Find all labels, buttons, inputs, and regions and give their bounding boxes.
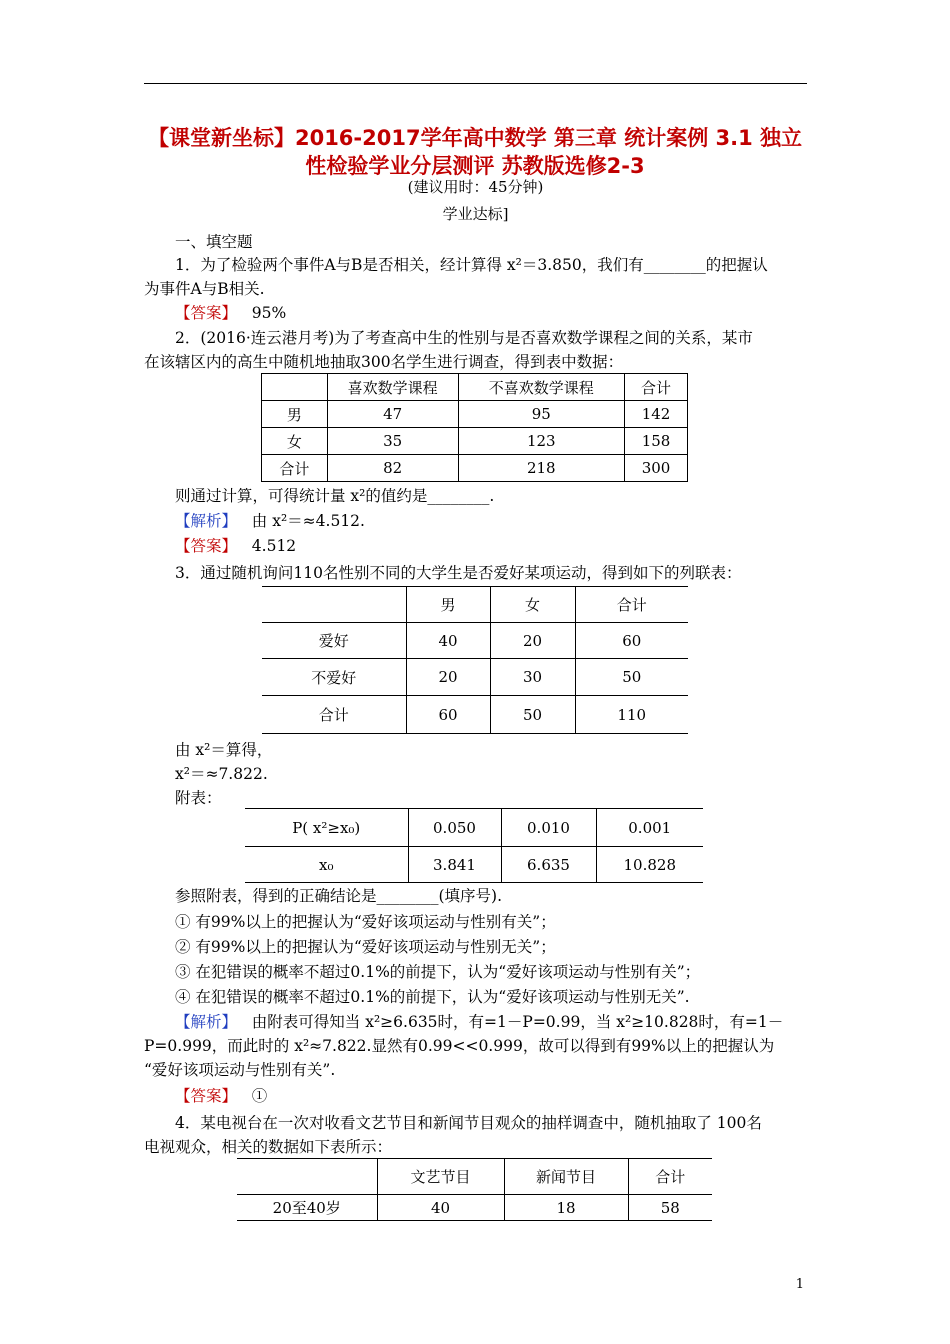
table-cell: 50 [575, 659, 688, 696]
answer-label: 【答案】 [175, 304, 238, 322]
table-cell [262, 587, 406, 623]
q2-line-2: 在该辖区内的高生中随机地抽取300名学生进行调查，得到表中数据： [144, 353, 624, 371]
suggested-time: (建议用时：45分钟) [407, 178, 544, 196]
table-cell: 3.841 [408, 847, 501, 883]
section-header: 学业达标] [442, 205, 509, 223]
table-cell: 0.001 [596, 809, 703, 847]
q2-analysis-row [175, 509, 365, 531]
table-cell: 58 [628, 1195, 712, 1221]
table-cell: 60 [406, 696, 490, 734]
q3-option-3: ③ 在犯错误的概率不超过0.1%的前提下，认为“爱好该项运动与性别有关”； [175, 963, 701, 981]
q1-answer: 95% [251, 304, 287, 322]
table-cell: 不喜欢数学课程 [458, 374, 625, 401]
page-number: 1 [795, 1277, 804, 1292]
q3-calc-1: 由 x²＝算得， [175, 741, 273, 759]
analysis-label: 【解析】 [175, 512, 238, 530]
answer-label: 【答案】 [175, 537, 238, 555]
title-line-1: 【课堂新坐标】2016-2017学年高中数学 第三章 统计案例 3.1 独立 [147, 126, 803, 150]
table-cell: 爱好 [262, 623, 406, 659]
table-cell: 0.010 [501, 809, 596, 847]
table-cell: 60 [575, 623, 688, 659]
q3-option-1: ① 有99%以上的把握认为“爱好该项运动与性别有关”； [175, 913, 556, 931]
q1-line-2: 为事件A与B相关. [144, 280, 265, 298]
table-cell: 30 [490, 659, 575, 696]
q3-analysis-3: “爱好该项运动与性别有关”. [144, 1061, 336, 1079]
q1-line-1: 1．为了检验两个事件A与B是否相关，经计算得 x²＝3.850，我们有________的把握认 [175, 256, 768, 274]
table-cell: 不爱好 [262, 659, 406, 696]
table-cell: 142 [625, 401, 688, 428]
q4-line-1: 4．某电视台在一次对收看文艺节目和新闻节目观众的抽样调查中，随机抽取了 100名 [175, 1114, 762, 1132]
q3-answer-row [175, 1084, 267, 1106]
table-cell: 合计 [262, 455, 328, 482]
table-cell: 95 [458, 401, 625, 428]
q3-analysis-1: 由附表可得知当 x²≥6.635时，有=1－P=0.99，当 x²≥10.828时，有=1－ [251, 1013, 784, 1031]
table-cell: 158 [625, 428, 688, 455]
table-cell: 女 [490, 587, 575, 623]
title-line-2: 性检验学业分层测评 苏教版选修2-3 [305, 154, 645, 178]
table-cell: 40 [377, 1195, 504, 1221]
table-cell: 20 [406, 659, 490, 696]
table-cell: 18 [504, 1195, 628, 1221]
table-cell: 47 [327, 401, 458, 428]
table-cell: 300 [625, 455, 688, 482]
q3-analysis-2: P=0.999，而此时的 x²≈7.822.显然有0.99<<0.999，故可以得到有99%以上的把握认为 [144, 1037, 775, 1055]
table-cell: 20至40岁 [237, 1195, 377, 1221]
table-cell: 文艺节目 [377, 1159, 504, 1195]
q3-analysis-row [175, 1010, 783, 1032]
q3-answer: ① [251, 1087, 268, 1105]
q3-line-1: 3．通过随机询问110名性别不同的大学生是否爱好某项运动，得到如下的列联表： [175, 564, 742, 582]
q2-after: 则通过计算，可得统计量 x²的值约是________. [175, 487, 495, 505]
q1-answer-row [175, 301, 286, 323]
q3-reference-table [245, 808, 703, 883]
table-cell: 合计 [262, 696, 406, 734]
table-cell: 女 [262, 428, 328, 455]
table-cell: 35 [327, 428, 458, 455]
q3-appendix-label: 附表： [175, 789, 222, 807]
q2-analysis: 由 x²＝≈4.512. [251, 512, 365, 530]
table-cell: 82 [327, 455, 458, 482]
table-cell: 110 [575, 696, 688, 734]
q3-option-4: ④ 在犯错误的概率不超过0.1%的前提下，认为“爱好该项运动与性别无关”. [175, 988, 690, 1006]
answer-label: 【答案】 [175, 1087, 238, 1105]
table-cell [237, 1159, 377, 1195]
table-cell: x₀ [245, 847, 408, 883]
table-cell: 男 [406, 587, 490, 623]
table-cell: 20 [490, 623, 575, 659]
q3-calc-2: x²＝≈7.822. [175, 765, 268, 783]
q2-answer-row [175, 534, 296, 556]
q3-option-2: ② 有99%以上的把握认为“爱好该项运动与性别无关”； [175, 938, 556, 956]
table-cell: 218 [458, 455, 625, 482]
q3-prompt: 参照附表，得到的正确结论是________(填序号). [175, 887, 503, 905]
table-cell: 新闻节目 [504, 1159, 628, 1195]
q4-table [237, 1158, 712, 1221]
part-label: 一、填空题 [175, 233, 253, 251]
table-cell: 喜欢数学课程 [327, 374, 458, 401]
table-cell: 40 [406, 623, 490, 659]
q4-line-2: 电视观众，相关的数据如下表所示： [144, 1138, 393, 1156]
table-cell [262, 374, 328, 401]
analysis-label: 【解析】 [175, 1013, 238, 1031]
table-cell: 123 [458, 428, 625, 455]
table-cell: 6.635 [501, 847, 596, 883]
q2-table [261, 373, 688, 482]
table-cell: 0.050 [408, 809, 501, 847]
table-cell: 10.828 [596, 847, 703, 883]
q2-line-1: 2．(2016·连云港月考)为了考查高中生的性别与是否喜欢数学课程之间的关系，某市 [175, 329, 753, 347]
header-rule [144, 83, 807, 84]
q3-table [262, 586, 688, 734]
table-cell: 合计 [575, 587, 688, 623]
table-cell: P( x²≥x₀) [245, 809, 408, 847]
table-cell: 50 [490, 696, 575, 734]
table-cell: 合计 [628, 1159, 712, 1195]
q2-answer: 4.512 [251, 537, 297, 555]
table-cell: 合计 [625, 374, 688, 401]
table-cell: 男 [262, 401, 328, 428]
